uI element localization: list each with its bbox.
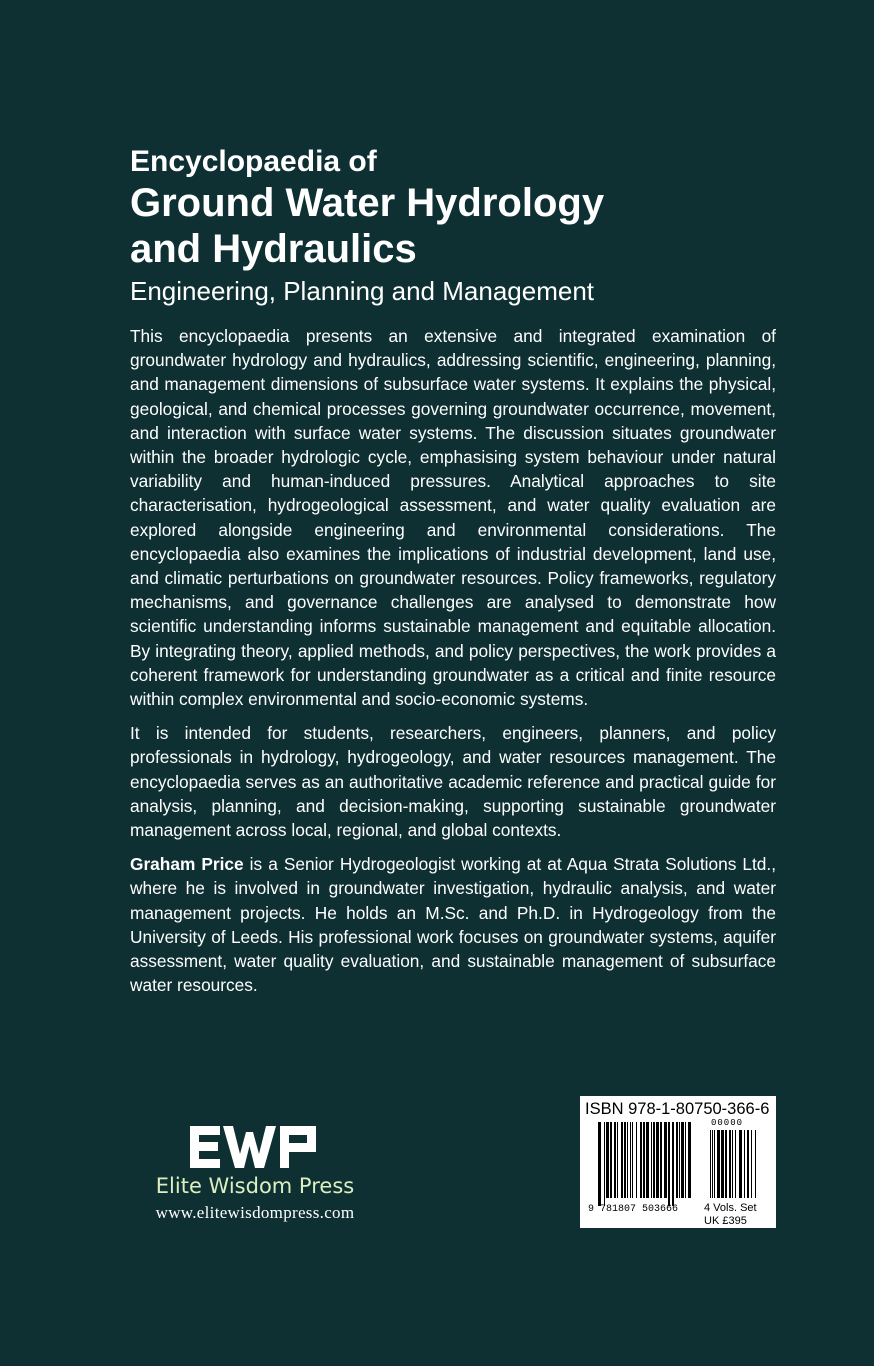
author-name: Graham Price [130,854,244,875]
isbn-label: ISBN 978-1-80750-366-6 [585,1100,770,1118]
barcode-bar [614,1122,616,1198]
publisher-name: Elite Wisdom Press [155,1174,355,1198]
subtitle: Engineering, Planning and Management [130,276,595,306]
author-bio [130,852,776,997]
publisher-logo-icon [190,1124,320,1170]
barcode-box [580,1096,776,1228]
title-line-1: Encyclopaedia of [130,145,377,178]
barcode-bar [751,1130,752,1198]
barcode-bar [729,1130,731,1198]
title-line-3: and Hydraulics [130,227,417,271]
barcode-bar [610,1122,612,1198]
barcode-bar [660,1122,662,1198]
barcode-bar [627,1122,628,1198]
barcode-bar [732,1130,733,1198]
barcode-bar [636,1122,637,1198]
barcode-bar [643,1122,645,1198]
barcode-bar [624,1122,626,1198]
barcode-bar [672,1122,674,1206]
description-paragraph-2: It is intended for students, researchers, engineers, planners, and policy professionals in hydrology, hydrogeology, and water resources management. The encyclopaedia serves as an authoritative academic reference and practical guide for analysis, planning, and decision-making, supporting sustainable groundwater management across local, regional, and global contexts. [130,723,776,841]
barcode-bar [725,1130,727,1198]
barcode-bar [747,1130,749,1198]
barcode-bar [712,1130,713,1198]
barcode-bar [656,1122,659,1198]
barcode-bar [598,1122,601,1206]
barcode-bar [714,1130,715,1198]
price-label: UK £395 [704,1215,747,1227]
barcode-bar [632,1122,633,1198]
addon-digits: 00000 [711,1118,744,1128]
barcode-bar [744,1130,745,1198]
publisher-block [130,1124,380,1224]
barcode-bar [664,1122,667,1198]
set-info: 4 Vols. Set [704,1202,757,1214]
barcode-bar [679,1122,680,1198]
barcode-bar [653,1122,655,1198]
barcode-bar [685,1122,686,1198]
description-paragraph-1: This encyclopaedia presents an extensive and integrated examination of groundwater hydrology and hydraulics, addressing scientific, engineering, planning, and management dimensions of subsurface water systems. It explains the physical, geological, and chemical processes governing groundwater occurrence, movement, and interaction with surface water systems. The discussion situates groundwater within the broader hydrologic cycle, emphasising system behaviour under natural variability and human-induced pressures. Analytical approaches to site characterisation, hydrogeological assessment, and water quality evaluation are explored alongside engineering and environmental considerations. The encyclopaedia also examines the implications of industrial development, land use, and climatic perturbations on groundwater resources. Policy frameworks, regulatory mechanisms, and governance challenges are analysed to demonstrate how scientific understanding informs sustainable management and equitable allocation. By integrating theory, applied methods, and policy perspectives, the work provides a coherent framework for understanding groundwater as a critical and finite resource within complex environmental and socio-economic systems. [130,326,776,710]
title-block [130,144,780,308]
barcode-bar [676,1122,678,1198]
barcode-digits: 9 781807 503666 [588,1204,679,1215]
description [130,324,776,1007]
barcode-icon [580,1096,776,1228]
barcode-bar [668,1122,670,1206]
barcode-bar [646,1122,649,1198]
title-line-2: Ground Water Hydrology [130,181,605,225]
barcode-bar [617,1122,618,1198]
barcode-bar [651,1122,652,1198]
publisher-url[interactable]: www.elitewisdompress.com [155,1203,355,1222]
barcode-bar [640,1122,642,1198]
barcode-bar [681,1122,684,1198]
barcode-bar [710,1130,711,1198]
barcode-bar [755,1130,756,1198]
barcode-bar [688,1122,691,1198]
author-bio-text: is a Senior Hydrogeologist working at at Aqua Strata Solutions Ltd., where he is involved in groundwater investigation, hydraulic analysis, and water management projects. He holds an M.Sc. and Ph.D. in Hydrogeology from the University of Leeds. His professional work focuses on groundwater systems, aquifer assessment, water quality evaluation, and sustainable management of subsurface water resources. [130,854,777,996]
barcode-bar [630,1122,631,1198]
barcode-bar [604,1122,605,1206]
barcode-bar [735,1130,736,1198]
barcode-bar [606,1122,609,1198]
barcode-bar [721,1130,724,1198]
barcode-bar [739,1130,742,1198]
barcode-bar [717,1130,720,1198]
barcode-bar [621,1122,623,1198]
